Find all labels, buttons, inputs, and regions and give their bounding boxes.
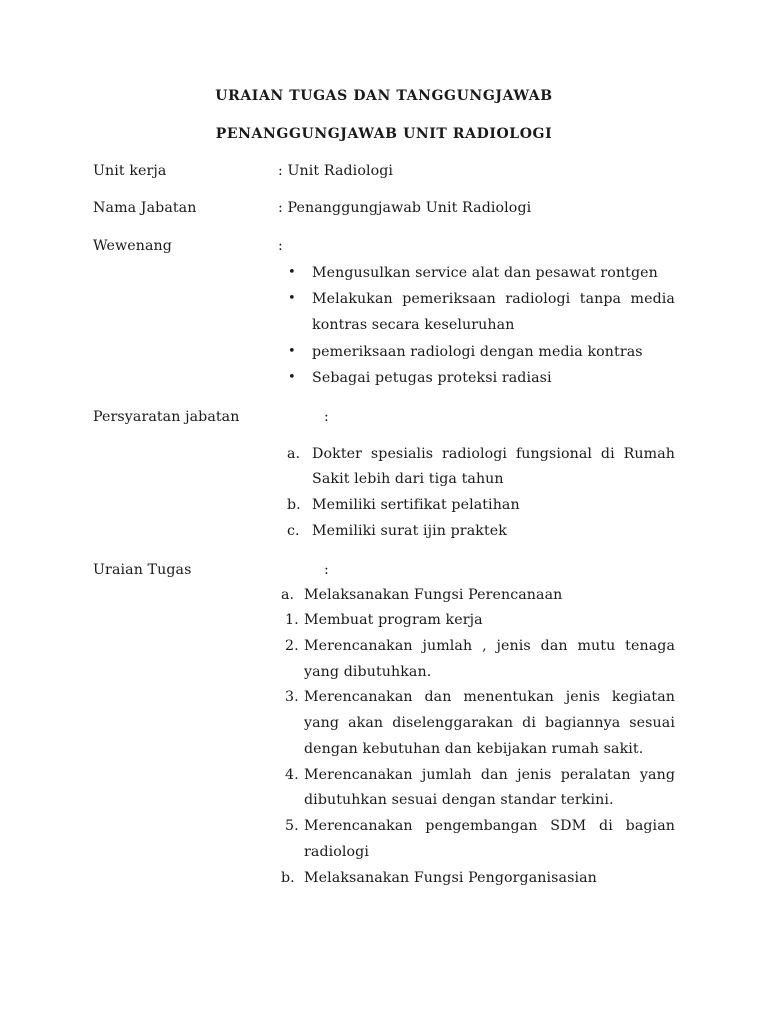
document-subtitle: PENANGGUNGJAWAB UNIT RADIOLOGI	[215, 126, 553, 142]
list-item: Membuat program kerja	[304, 612, 483, 628]
list-item: Sebagai petugas proteksi radiasi	[312, 370, 552, 386]
list-item-continuation: Sakit lebih dari tiga tahun	[312, 471, 504, 487]
nama-jabatan-label: Nama Jabatan	[93, 200, 197, 216]
list-item: Merencanakan jumlah dan jenis peralatan yang	[304, 767, 675, 783]
list-marker: 4.	[285, 767, 299, 783]
list-item-continuation: yang akan diselenggarakan di bagiannya sesuai	[304, 715, 675, 731]
list-item-continuation: dengan kebutuhan dan kebijakan rumah sakit.	[304, 741, 644, 757]
list-marker: 3.	[285, 689, 299, 705]
list-marker: b.	[287, 497, 301, 513]
bullet-marker: •	[288, 265, 296, 280]
document-title: URAIAN TUGAS DAN TANGGUNGJAWAB	[215, 88, 553, 104]
persyaratan-label: Persyaratan jabatan	[93, 409, 240, 425]
list-item: pemeriksaan radiologi dengan media kontras	[312, 344, 643, 360]
list-item: Merencanakan pengembangan SDM di bagian	[304, 818, 675, 834]
section-heading: Melaksanakan Fungsi Perencanaan	[304, 587, 563, 603]
uraian-tugas-label: Uraian Tugas	[93, 562, 192, 578]
section-marker: b.	[281, 870, 295, 886]
list-item: Melakukan pemeriksaan radiologi tanpa media	[312, 291, 675, 307]
persyaratan-colon: :	[324, 409, 329, 425]
list-item: Memiliki surat ijin praktek	[312, 523, 507, 539]
list-item-continuation: dibutuhkan sesuai dengan standar terkini.	[304, 792, 614, 808]
list-item-continuation: yang dibutuhkan.	[304, 664, 432, 680]
list-item: Merencanakan jumlah , jenis dan mutu tenaga	[304, 638, 675, 654]
list-marker: a.	[287, 446, 301, 462]
wewenang-colon: :	[278, 238, 283, 254]
list-item: Memiliki sertifikat pelatihan	[312, 497, 520, 513]
unit-kerja-label: Unit kerja	[93, 163, 167, 179]
section-heading: Melaksanakan Fungsi Pengorganisasian	[304, 870, 597, 886]
bullet-marker: •	[288, 370, 296, 385]
uraian-tugas-colon: :	[324, 562, 329, 578]
list-marker: c.	[287, 523, 300, 539]
list-item-continuation: radiologi	[304, 844, 369, 860]
bullet-marker: •	[288, 344, 296, 359]
section-marker: a.	[281, 587, 295, 603]
wewenang-label: Wewenang	[93, 238, 172, 254]
list-item: Dokter spesialis radiologi fungsional di Rumah	[312, 446, 675, 462]
list-marker: 5.	[285, 818, 299, 834]
bullet-marker: •	[288, 291, 296, 306]
list-item: Merencanakan dan menentukan jenis kegiatan	[304, 689, 675, 705]
unit-kerja-value: : Unit Radiologi	[278, 163, 394, 179]
list-item-continuation: kontras secara keseluruhan	[312, 317, 515, 333]
list-marker: 1.	[285, 612, 299, 628]
list-marker: 2.	[285, 638, 299, 654]
list-item: Mengusulkan service alat dan pesawat rontgen	[312, 265, 658, 281]
nama-jabatan-value: : Penanggungjawab Unit Radiologi	[278, 200, 532, 216]
